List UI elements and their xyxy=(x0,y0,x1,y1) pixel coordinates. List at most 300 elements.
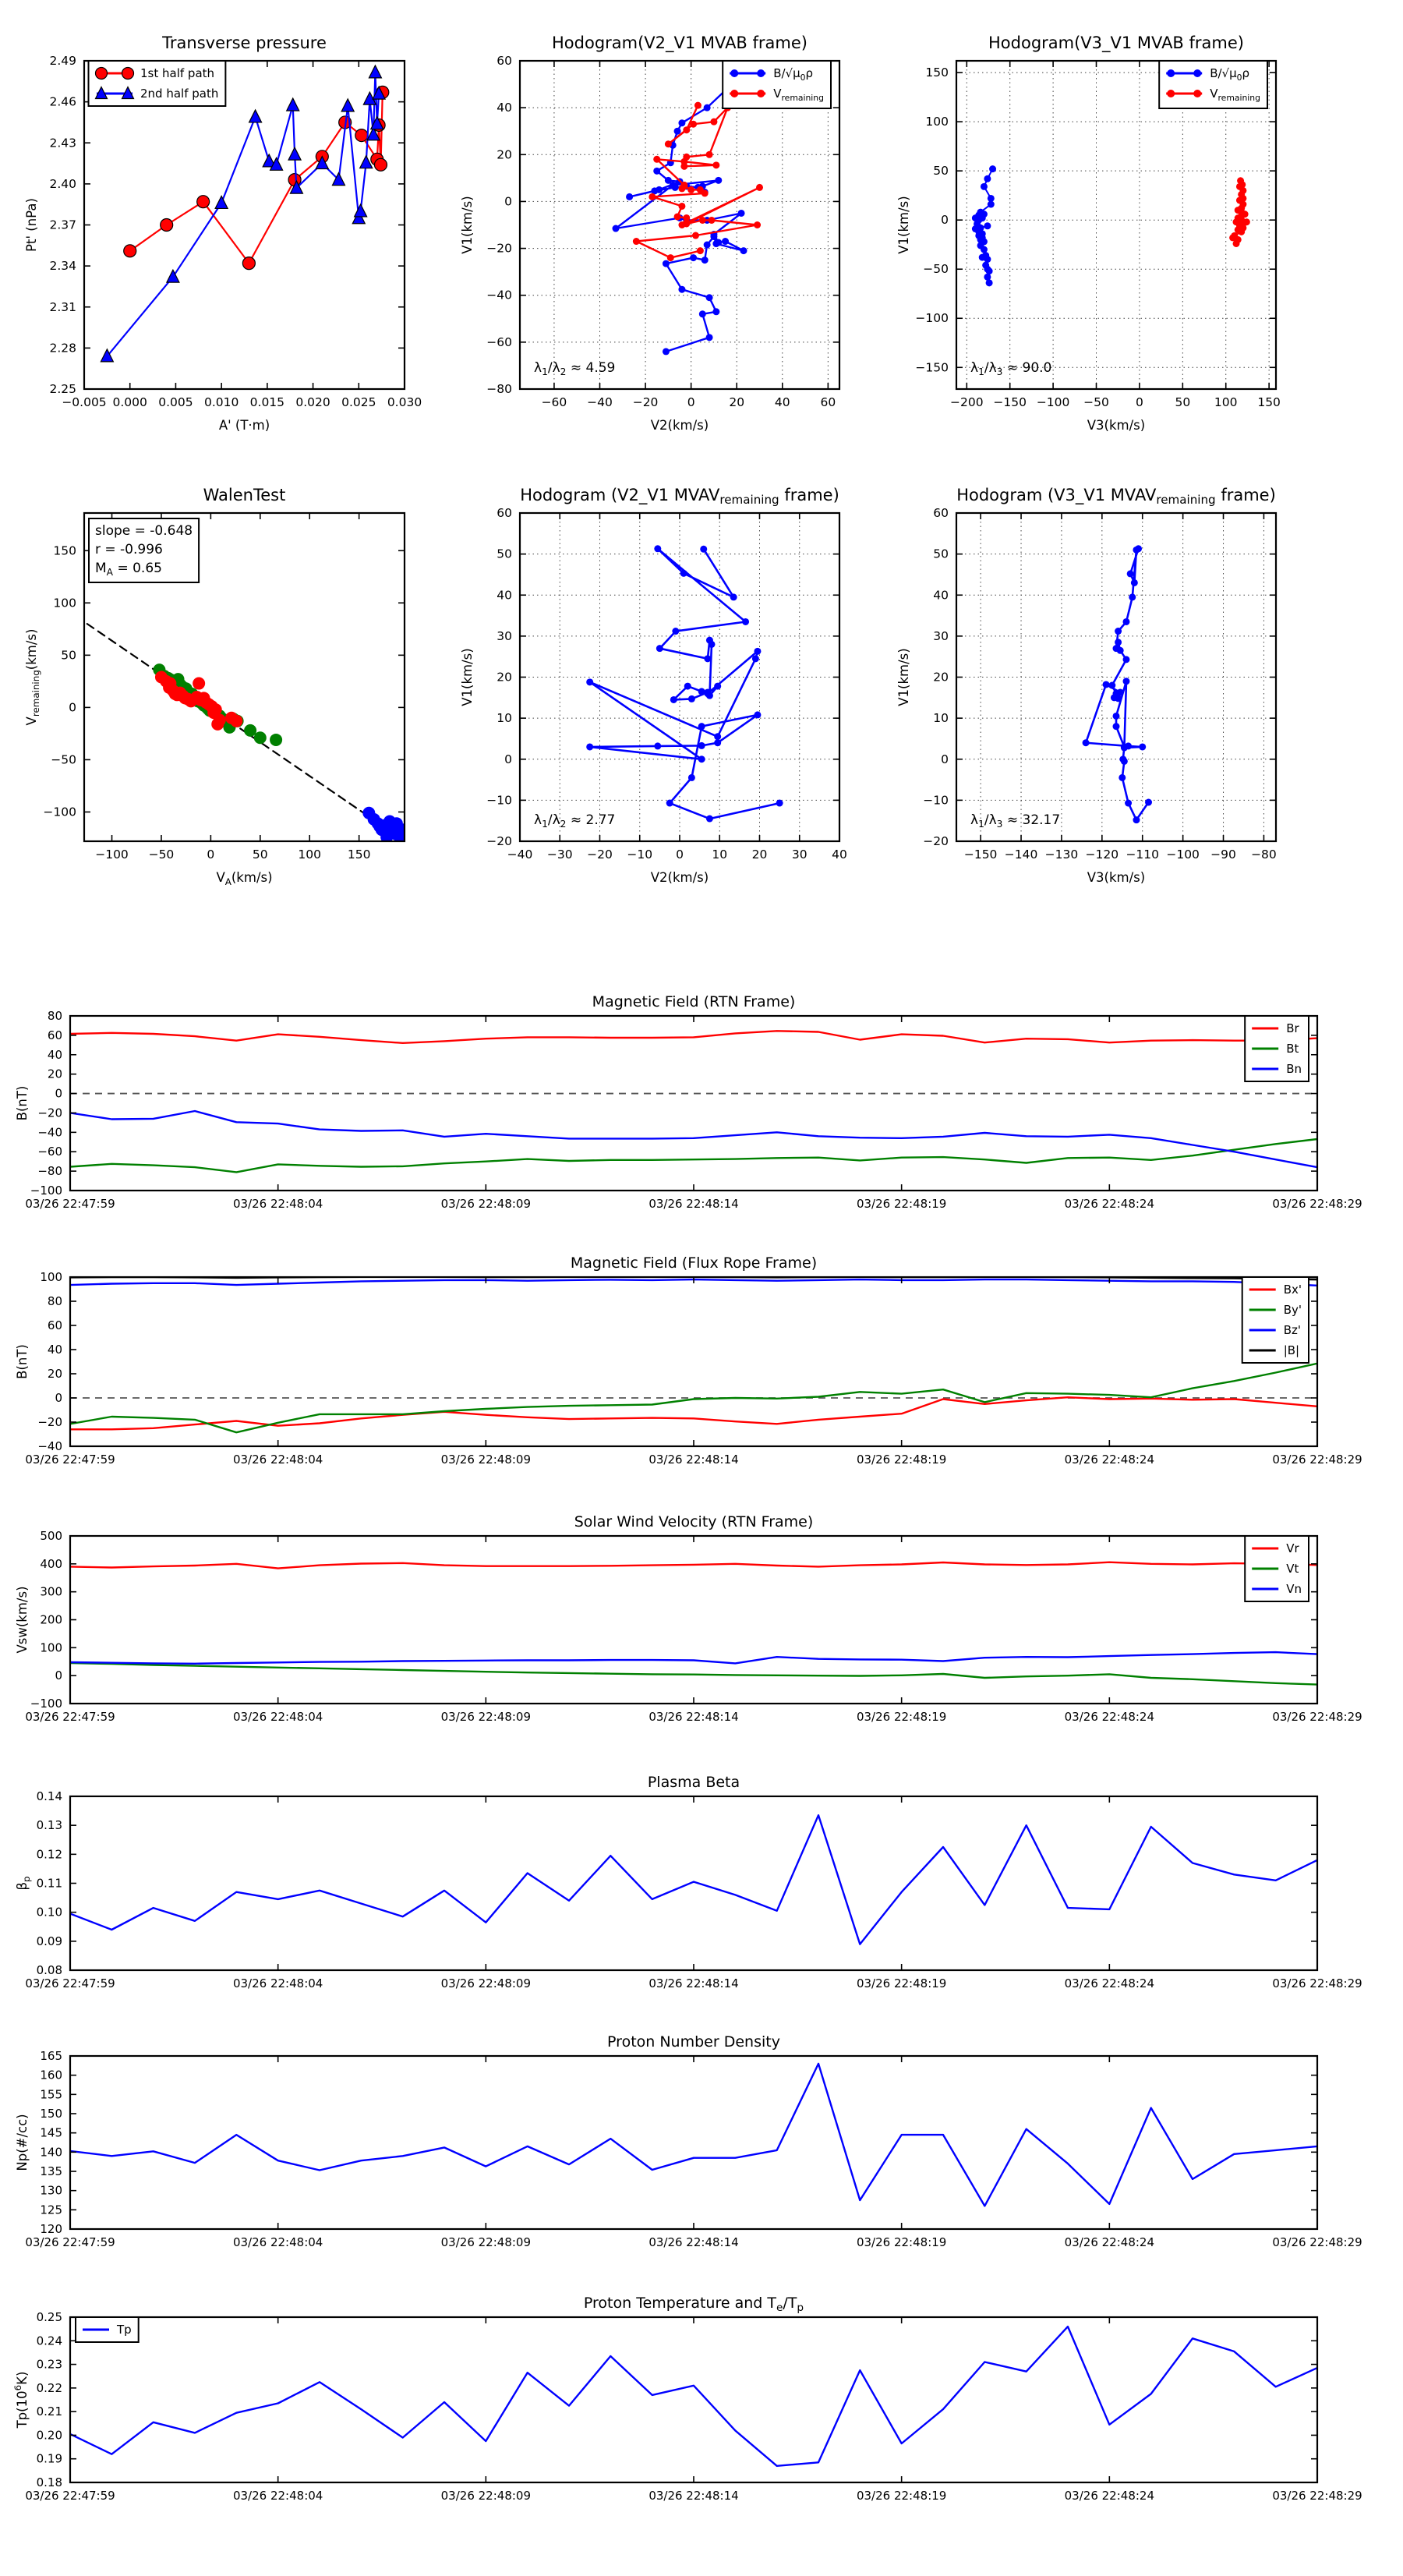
y-tick-label: −50 xyxy=(51,752,76,767)
legend xyxy=(1252,1021,1302,1076)
y-tick-label: 0.08 xyxy=(36,1963,62,1977)
x-axis-label: V3(km/s) xyxy=(1087,870,1146,885)
marker-dot xyxy=(684,683,691,690)
panel-title: Plasma Beta xyxy=(647,1774,740,1791)
y-tick-label: 500 xyxy=(40,1529,62,1543)
annotation-hodogram-v3v1-mvav: $\lambda_1/\lambda_3 \approx 32.17$ xyxy=(970,812,1061,830)
marker-triangle xyxy=(360,156,373,168)
marker-dot xyxy=(666,800,673,807)
ticks xyxy=(70,1536,1317,1704)
x-tick-label: 03/26 22:48:09 xyxy=(440,1710,532,1724)
y-tick-label: 0.18 xyxy=(36,2475,62,2489)
y-axis-label: V1(km/s) xyxy=(896,196,911,254)
series-line-v-path xyxy=(590,549,779,819)
x-tick-label: 03/26 22:48:09 xyxy=(440,2235,532,2249)
series-scatter-red xyxy=(155,671,242,731)
legend-label: 1st half path xyxy=(140,66,215,80)
legend-label: |B| xyxy=(1283,1343,1300,1357)
marker-dot xyxy=(1117,647,1124,654)
marker-dot xyxy=(683,126,690,133)
axes-spines xyxy=(84,61,405,389)
y-tick-label: 20 xyxy=(933,670,949,685)
y-tick-label: −40 xyxy=(37,1439,62,1453)
marker-dot xyxy=(211,718,224,731)
marker-dot xyxy=(757,69,765,77)
marker-dot xyxy=(712,161,719,168)
y-tick-label: 300 xyxy=(40,1584,62,1599)
marker-dot xyxy=(986,279,993,286)
marker-dot xyxy=(715,177,722,184)
annotation-hodogram-v2v1-mvab: $\lambda_1/\lambda_2 \approx 4.59$ xyxy=(534,360,616,377)
y-tick-label: 2.37 xyxy=(49,218,76,232)
ticks xyxy=(70,1796,1317,1970)
panel-title: Hodogram (V3_V1 MVAVremaining frame) xyxy=(956,486,1276,507)
marker-triangle xyxy=(341,99,354,111)
marker-dot xyxy=(653,168,660,175)
x-tick-label: −60 xyxy=(541,395,567,409)
marker-dot xyxy=(1115,639,1122,646)
marker-dot xyxy=(648,193,656,200)
y-tick-label: 50 xyxy=(497,547,512,561)
y-tick-label: 0 xyxy=(55,1668,62,1683)
y-tick-label: 20 xyxy=(47,1067,62,1081)
y-tick-label: 150 xyxy=(40,2107,62,2121)
marker-triangle xyxy=(369,65,381,78)
y-tick-label: 40 xyxy=(933,588,949,603)
x-tick-label: 03/26 22:48:24 xyxy=(1064,1453,1155,1467)
marker-dot xyxy=(663,260,670,267)
panel-title: Hodogram(V3_V1 MVAB frame) xyxy=(988,34,1244,52)
marker-circle xyxy=(122,68,134,80)
x-axis-label: $V_A(km/s)$ xyxy=(216,870,273,887)
marker-triangle xyxy=(355,204,367,217)
marker-dot xyxy=(714,733,721,740)
x-tick-label: 03/26 22:48:29 xyxy=(1272,1197,1362,1211)
marker-dot xyxy=(710,119,717,126)
x-tick-label: 03/26 22:48:14 xyxy=(648,1976,739,1990)
panel-hodogram-v2v1-mvab xyxy=(460,34,839,433)
x-tick-label: 0.000 xyxy=(112,395,147,409)
y-tick-label: 50 xyxy=(61,648,76,663)
marker-dot xyxy=(692,232,699,239)
y-tick-label: 0.13 xyxy=(36,1818,62,1833)
marker-dot xyxy=(1167,90,1175,97)
x-tick-label: 0 xyxy=(676,847,684,862)
marker-dot xyxy=(1229,234,1236,241)
x-tick-label: 40 xyxy=(832,847,847,862)
marker-dot xyxy=(690,254,697,261)
marker-dot xyxy=(742,618,749,625)
legend-label: Vn xyxy=(1286,1582,1302,1596)
marker-dot xyxy=(383,816,396,828)
y-tick-label: 2.46 xyxy=(49,94,76,109)
y-tick-label: 0.25 xyxy=(36,2310,62,2324)
y-tick-label: 0 xyxy=(55,1086,62,1101)
y-axis-label: V1(km/s) xyxy=(460,648,475,706)
x-tick-label: −40 xyxy=(507,847,533,862)
marker-dot xyxy=(706,816,713,823)
marker-dot xyxy=(704,104,711,111)
axes-spines xyxy=(70,1536,1317,1704)
marker-dot xyxy=(688,774,695,781)
marker-circle xyxy=(161,219,173,232)
y-axis-label: Vsw(km/s) xyxy=(15,1586,30,1654)
legend-label: Bt xyxy=(1286,1042,1299,1056)
marker-dot xyxy=(714,739,721,746)
marker-dot xyxy=(1122,618,1129,625)
marker-dot xyxy=(712,240,719,247)
marker-dot xyxy=(709,641,716,648)
series-Vr xyxy=(70,1562,1317,1569)
marker-dot xyxy=(704,242,711,249)
y-tick-label: 2.43 xyxy=(49,136,76,150)
y-tick-label: 60 xyxy=(47,1028,62,1042)
marker-dot xyxy=(672,628,679,635)
series-line-Br xyxy=(70,1031,1317,1043)
marker-circle xyxy=(96,68,108,80)
marker-dot xyxy=(984,274,991,281)
x-axis-label: V3(km/s) xyxy=(1087,418,1146,433)
x-tick-label: −100 xyxy=(1036,395,1070,409)
series-line-Bt xyxy=(70,1139,1317,1172)
series-Br xyxy=(70,1031,1317,1043)
marker-dot xyxy=(704,690,711,697)
marker-dot xyxy=(1129,593,1136,600)
panel-walen-test xyxy=(24,486,410,887)
panel-hodogram-v3v1-mvab xyxy=(896,34,1281,433)
marker-dot xyxy=(694,102,702,109)
marker-circle xyxy=(374,158,387,171)
y-tick-label: 100 xyxy=(40,1270,62,1284)
y-tick-label: 0 xyxy=(69,700,76,715)
marker-dot xyxy=(1113,723,1120,730)
legend-label: $B/√\mu_0\rho$ xyxy=(1210,66,1250,83)
y-tick-label: 100 xyxy=(925,115,949,129)
marker-dot xyxy=(712,308,719,315)
y-tick-label: −150 xyxy=(915,360,949,375)
marker-dot xyxy=(656,645,663,652)
y-tick-label: 40 xyxy=(497,588,512,603)
y-tick-label: 0 xyxy=(504,752,512,766)
y-tick-label: 0.20 xyxy=(36,2428,62,2443)
marker-dot xyxy=(680,158,687,165)
y-tick-label: 60 xyxy=(497,54,512,68)
x-tick-label: 0 xyxy=(1135,395,1143,409)
y-tick-label: 160 xyxy=(40,2068,62,2082)
marker-triangle xyxy=(288,147,301,160)
y-axis-label: Np(#/cc) xyxy=(15,2114,30,2171)
y-axis-label: B(nT) xyxy=(15,1085,30,1121)
y-tick-label: −100 xyxy=(30,1184,62,1198)
series-Bt xyxy=(70,1139,1317,1172)
x-tick-label: 03/26 22:48:19 xyxy=(856,1710,947,1724)
y-tick-label: 60 xyxy=(933,506,949,520)
marker-dot xyxy=(678,119,685,126)
marker-dot xyxy=(1125,800,1132,807)
x-tick-label: 03/26 22:48:24 xyxy=(1064,1710,1155,1724)
marker-dot xyxy=(699,310,706,317)
y-tick-label: 2.40 xyxy=(49,176,76,191)
y-tick-label: 0.23 xyxy=(36,2357,62,2372)
series-Vt xyxy=(70,1663,1317,1685)
x-tick-label: 03/26 22:48:29 xyxy=(1272,1710,1362,1724)
y-tick-label: −10 xyxy=(486,793,512,808)
x-tick-label: −140 xyxy=(1004,847,1038,862)
y-tick-label: 40 xyxy=(47,1343,62,1357)
marker-dot xyxy=(678,286,685,293)
marker-dot xyxy=(698,742,705,749)
x-tick-label: 03/26 22:47:59 xyxy=(25,1197,115,1211)
panel-hodogram-v2v1-mvav xyxy=(460,486,847,885)
panel-title: Hodogram (V2_V1 MVAVremaining frame) xyxy=(520,486,839,507)
x-axis-label: A' (T·m) xyxy=(218,418,270,433)
marker-dot xyxy=(730,69,738,77)
x-tick-label: 03/26 22:47:59 xyxy=(25,2489,115,2503)
legend-label: Br xyxy=(1286,1021,1299,1035)
x-tick-label: 10 xyxy=(712,847,728,862)
x-tick-label: −40 xyxy=(587,395,613,409)
x-tick-label: 03/26 22:48:19 xyxy=(856,2489,947,2503)
x-tick-label: −130 xyxy=(1044,847,1079,862)
panel-mag-rtn xyxy=(15,993,1362,1211)
series-b-alfven xyxy=(972,165,996,286)
legend-label: $B/√\mu_0\rho$ xyxy=(773,66,814,83)
marker-dot xyxy=(706,151,713,158)
y-tick-label: 60 xyxy=(47,1318,62,1332)
panel-proton-density xyxy=(15,2033,1362,2249)
panel-proton-temp xyxy=(12,2295,1362,2503)
x-tick-label: 0.025 xyxy=(341,395,376,409)
marker-dot xyxy=(986,267,993,274)
marker-circle xyxy=(242,257,255,270)
y-tick-label: 30 xyxy=(497,628,512,643)
marker-dot xyxy=(1121,758,1128,765)
y-tick-label: 0.22 xyxy=(36,2380,62,2395)
ticks xyxy=(70,2317,1317,2482)
x-tick-label: −100 xyxy=(95,847,129,862)
legend-label: Bz' xyxy=(1283,1323,1301,1337)
marker-dot xyxy=(1122,656,1129,663)
x-tick-label: 40 xyxy=(774,395,790,409)
marker-dot xyxy=(984,256,991,263)
marker-dot xyxy=(1115,628,1122,635)
y-tick-label: 20 xyxy=(497,147,512,162)
series-v-path xyxy=(1083,545,1152,823)
series-Tp xyxy=(70,2327,1317,2466)
legend-label: Vt xyxy=(1286,1562,1299,1576)
marker-dot xyxy=(670,696,677,703)
ticks xyxy=(84,61,405,389)
series-line-Vt xyxy=(70,1663,1317,1685)
panel-plasma-beta xyxy=(15,1774,1362,1990)
marker-dot xyxy=(709,217,716,224)
x-tick-label: 150 xyxy=(1257,395,1281,409)
y-tick-label: 100 xyxy=(40,1640,62,1655)
y-tick-label: 100 xyxy=(53,596,76,610)
series-Bx' xyxy=(70,1397,1317,1429)
y-tick-label: 0.14 xyxy=(36,1789,62,1803)
x-tick-label: 03/26 22:48:09 xyxy=(440,1453,532,1467)
marker-dot xyxy=(981,183,988,190)
x-tick-label: 30 xyxy=(791,847,808,862)
ticks xyxy=(70,1277,1317,1446)
axes-spines xyxy=(70,2317,1317,2482)
marker-dot xyxy=(626,193,633,200)
x-tick-label: −20 xyxy=(587,847,613,862)
legend-label: Tp xyxy=(117,2323,132,2337)
x-tick-label: −50 xyxy=(1083,395,1109,409)
x-tick-label: 0.030 xyxy=(387,395,422,409)
marker-dot xyxy=(674,213,681,220)
marker-dot xyxy=(702,189,709,196)
x-tick-label: −0.005 xyxy=(62,395,107,409)
y-tick-label: 0 xyxy=(55,1391,62,1405)
x-tick-label: −20 xyxy=(632,395,659,409)
y-tick-label: 130 xyxy=(40,2183,62,2198)
x-tick-label: 03/26 22:47:59 xyxy=(25,1976,115,1990)
y-tick-label: 140 xyxy=(40,2145,62,2160)
marker-dot xyxy=(1115,695,1122,702)
panel-hodogram-v3v1-mvav xyxy=(896,486,1277,885)
series-line-Np xyxy=(70,2064,1317,2206)
marker-dot xyxy=(988,201,995,208)
y-tick-label: 165 xyxy=(40,2049,62,2063)
y-tick-label: 0.24 xyxy=(36,2334,62,2348)
marker-dot xyxy=(702,257,709,264)
panel-title: Magnetic Field (RTN Frame) xyxy=(592,993,796,1010)
marker-dot xyxy=(700,546,707,553)
y-tick-label: −20 xyxy=(923,834,949,848)
panel-title: Proton Number Density xyxy=(607,2033,780,2051)
marker-dot xyxy=(1133,816,1140,823)
x-tick-label: 03/26 22:48:04 xyxy=(232,2489,323,2503)
legend-label: By' xyxy=(1283,1303,1302,1317)
y-tick-label: 150 xyxy=(53,543,76,558)
x-tick-label: 03/26 22:48:19 xyxy=(856,1453,947,1467)
y-axis-label: V1(km/s) xyxy=(460,196,475,254)
x-tick-label: 0.005 xyxy=(158,395,193,409)
x-tick-label: −110 xyxy=(1126,847,1160,862)
legend xyxy=(1252,1541,1302,1596)
y-tick-label: 0.12 xyxy=(36,1847,62,1862)
y-axis-label: V1(km/s) xyxy=(896,648,911,706)
y-tick-label: 40 xyxy=(497,101,512,115)
legend-label: Vr xyxy=(1286,1541,1299,1555)
marker-dot xyxy=(244,724,256,737)
y-tick-label: 0.19 xyxy=(36,2451,62,2466)
x-tick-label: 03/26 22:48:19 xyxy=(856,2235,947,2249)
series-v-remaining xyxy=(1229,177,1250,247)
marker-dot xyxy=(981,246,988,253)
x-tick-label: −120 xyxy=(1085,847,1119,862)
annotation-hodogram-v3v1-mvab: $\lambda_1/\lambda_3 \approx 90.0$ xyxy=(970,360,1052,377)
y-tick-label: 80 xyxy=(47,1294,62,1308)
x-tick-label: 03/26 22:48:09 xyxy=(440,1197,532,1211)
x-axis-label: V2(km/s) xyxy=(650,418,709,433)
marker-dot xyxy=(754,221,761,228)
x-tick-label: −80 xyxy=(1251,847,1277,862)
y-tick-label: 0.09 xyxy=(36,1934,62,1948)
stats-line: r = -0.996 xyxy=(95,542,163,557)
marker-dot xyxy=(678,203,685,210)
x-tick-label: 03/26 22:48:24 xyxy=(1064,1976,1155,1990)
series-Vn xyxy=(70,1652,1317,1664)
x-tick-label: 03/26 22:48:29 xyxy=(1272,2489,1362,2503)
series-v-remaining xyxy=(633,102,763,261)
y-tick-label: 80 xyxy=(47,1009,62,1023)
marker-dot xyxy=(230,715,242,727)
x-tick-label: 03/26 22:48:04 xyxy=(232,1197,323,1211)
marker-dot xyxy=(1083,739,1090,746)
series-line-v-path xyxy=(1086,549,1148,820)
y-axis-label: Pt' (nPa) xyxy=(24,198,39,252)
y-tick-label: 60 xyxy=(497,506,512,520)
marker-dot xyxy=(698,723,705,730)
marker-dot xyxy=(740,247,747,254)
marker-dot xyxy=(710,233,717,240)
y-tick-label: 150 xyxy=(925,65,949,80)
y-tick-label: −40 xyxy=(486,288,512,303)
x-tick-label: 150 xyxy=(347,847,371,862)
x-tick-label: 03/26 22:48:04 xyxy=(232,1710,323,1724)
y-tick-label: −100 xyxy=(30,1697,62,1711)
x-tick-label: 50 xyxy=(1175,395,1191,409)
y-tick-label: 40 xyxy=(47,1047,62,1062)
marker-dot xyxy=(698,688,705,695)
panel-title: Hodogram(V2_V1 MVAB frame) xyxy=(552,34,808,52)
marker-dot xyxy=(1233,240,1240,247)
legend-label: $V_{remaining}$ xyxy=(773,87,824,103)
y-tick-label: −100 xyxy=(915,311,949,326)
y-tick-label: 135 xyxy=(40,2164,62,2178)
y-tick-label: 0.10 xyxy=(36,1905,62,1920)
x-tick-label: −90 xyxy=(1210,847,1236,862)
y-tick-label: 20 xyxy=(497,670,512,685)
y-axis-label: $\beta_p$ xyxy=(15,1876,32,1891)
marker-circle xyxy=(355,129,368,142)
y-tick-label: 50 xyxy=(933,164,949,179)
legend-label: Bx' xyxy=(1283,1283,1302,1297)
ticks xyxy=(956,61,1276,389)
marker-dot xyxy=(1119,774,1126,781)
grid xyxy=(956,61,1276,389)
x-tick-label: 0.015 xyxy=(249,395,285,409)
y-tick-label: −60 xyxy=(486,334,512,349)
marker-dot xyxy=(756,184,763,191)
marker-dot xyxy=(1127,570,1134,577)
marker-dot xyxy=(730,90,738,97)
y-tick-label: 0 xyxy=(941,213,949,228)
y-tick-label: 125 xyxy=(40,2203,62,2217)
marker-dot xyxy=(270,734,282,746)
marker-dot xyxy=(688,695,695,702)
series-line-second-half-path xyxy=(107,73,379,356)
marker-dot xyxy=(697,247,704,254)
marker-dot xyxy=(1108,682,1115,689)
x-tick-label: −10 xyxy=(627,847,653,862)
x-tick-label: 03/26 22:48:14 xyxy=(648,1197,739,1211)
marker-dot xyxy=(698,755,705,763)
x-tick-label: 03/26 22:48:09 xyxy=(440,1976,532,1990)
marker-dot xyxy=(1113,713,1120,720)
x-tick-label: 03/26 22:48:29 xyxy=(1272,2235,1362,2249)
x-tick-label: 03/26 22:47:59 xyxy=(25,2235,115,2249)
x-tick-label: 03/26 22:47:59 xyxy=(25,1453,115,1467)
y-tick-label: 2.25 xyxy=(49,382,76,396)
y-tick-label: 145 xyxy=(40,2125,62,2140)
series-line-Bx' xyxy=(70,1397,1317,1429)
x-tick-label: 03/26 22:48:19 xyxy=(856,1197,947,1211)
